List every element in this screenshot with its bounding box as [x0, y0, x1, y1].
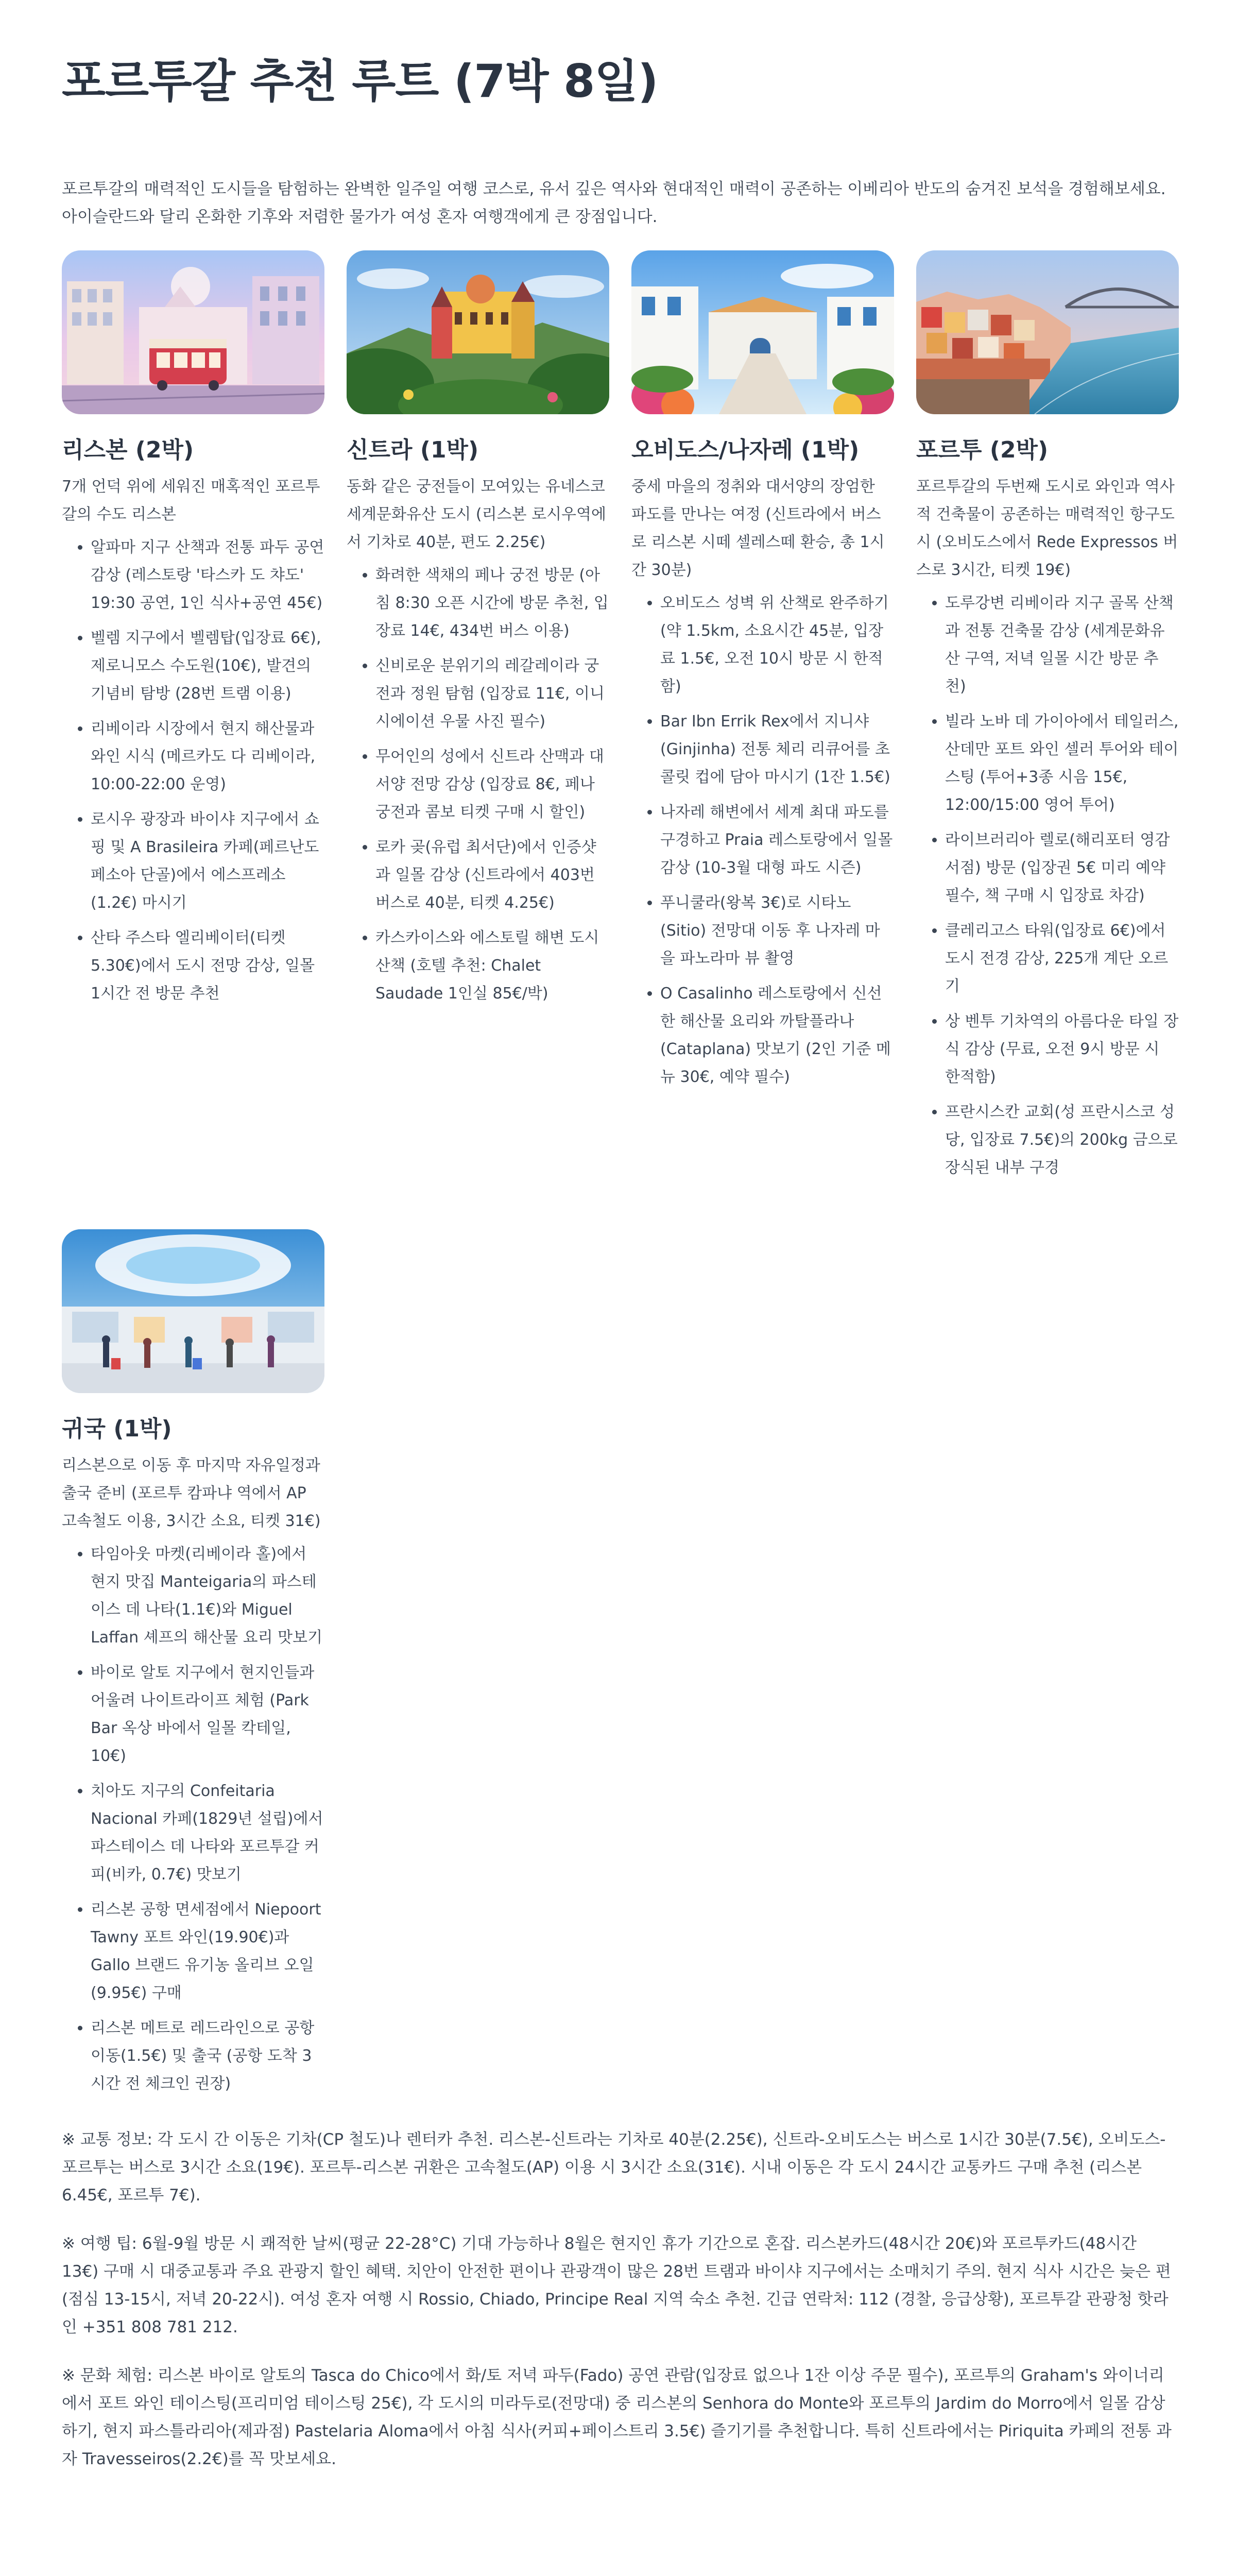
list-item: • 로카 곶(유럽 최서단)에서 인증샷과 일몰 감상 (신트라에서 403번 버스로 40분, 티켓 4.25€) [375, 834, 609, 917]
porto-image [916, 250, 1179, 414]
list-item: • 도루강변 리베이라 지구 골목 산책과 전통 건축물 감상 (세계문화유산 구역, 저녁 일몰 시간 방문 추천) [945, 589, 1179, 701]
travel-tips-note: ※ 여행 팁: 6월-9월 방문 시 쾌적한 날씨(평균 22-28°C) 기대 가능하나 8월은 현지인 휴가 기간으로 혼잡. 리스본카드(48시간 20€)와 포르투카드(48시간 13€) 구매 시 대중교통과 주요 관광지 할인 혜택. 치안이 안전한 편이나 관광객이 많은 28번 트램과 바이샤 지구에서는 소매치기 주의. 현지 식사 시간은 늦은 편(점심 13-15시, 저녁 20-22시). 여성 혼자 여행 시 Rossio, Chiado, Principe Real 지역 숙소 추천. 긴급 연락처: 112 (경찰, 응급상황), 포르투갈 관광청 핫라인 +351 808 781 212. [62, 2234, 1171, 2336]
list-item: • 치아도 지구의 Confeitaria Nacional 카페(1829년 설립)에서 파스테이스 데 나타와 포르투갈 커피(비카, 0.7€) 맛보기 [91, 1777, 324, 1889]
list-item: • 카스카이스와 에스토릴 해변 도시 산책 (호텔 추천: Chalet Saudade 1인실 85€/박) [375, 924, 609, 1008]
card-activity-list [916, 589, 1179, 1182]
route-grid [62, 250, 1179, 2105]
list-item: • 라이브러리아 렐로(해리포터 영감 서점) 방문 (입장권 5€ 미리 예약 필수, 책 구매 시 입장료 차감) [945, 826, 1179, 910]
card-description: 7개 언덕 위에 세워진 매혹적인 포르투갈의 수도 리스본 [62, 478, 320, 523]
route-card-lisbon [62, 250, 324, 1015]
lisbon-image [62, 250, 324, 414]
list-item: • 타임아웃 마켓(리베이라 홀)에서 현지 맛집 Manteigaria의 파스테이스 데 나타(1.1€)와 Miguel Laffan 셰프의 해산물 요리 맛보기 [91, 1540, 324, 1652]
list-item: • 벨렘 지구에서 벨렘탑(입장료 6€), 제로니모스 수도원(10€), 발견의 기념비 탐방 (28번 트램 이용) [91, 624, 324, 708]
intro-paragraph: 포르투갈의 매력적인 도시들을 탐험하는 완벽한 일주일 여행 코스로, 유서 깊은 역사와 현대적인 매력이 공존하는 이베리아 반도의 숨겨진 보석을 경험해보세요. 아이슬란드와 달리 온화한 기후와 저렴한 물가가 여성 혼자 여행객에게 큰 장점입니다. [62, 180, 1166, 226]
card-description: 동화 같은 궁전들이 모여있는 유네스코 세계문화유산 도시 (리스본 로시우역에서 기차로 40분, 편도 2.25€) [347, 478, 606, 551]
obidos-image [631, 250, 894, 414]
card-description: 포르투갈의 두번째 도시로 와인과 역사적 건축물이 공존하는 매력적인 항구도시 (오비도스에서 Rede Expressos 버스로 3시간, 티켓 19€) [916, 478, 1178, 579]
list-item: • 화려한 색채의 페나 궁전 방문 (아침 8:30 오픈 시간에 방문 추천, 입장료 14€, 434번 버스 이용) [375, 562, 609, 645]
list-item: • 프란시스칸 교회(성 프란시스코 성당, 입장료 7.5€)의 200kg 금으로 장식된 내부 구경 [945, 1098, 1179, 1182]
card-description: 리스본으로 이동 후 마지막 자유일정과 출국 준비 (포르투 캄파냐 역에서 AP 고속철도 이용, 3시간 소요, 티켓 31€) [62, 1456, 321, 1530]
list-item: • O Casalinho 레스토랑에서 신선한 해산물 요리와 까탈플라나(Cataplana) 맛보기 (2인 기준 메뉴 30€, 예약 필수) [660, 980, 894, 1091]
list-item: • 리베이라 시장에서 현지 해산물과 와인 시식 (메르카도 다 리베이라, 10:00-22:00 운영) [91, 715, 324, 799]
sintra-image [347, 250, 609, 414]
list-item: • 클레리고스 타워(입장료 6€)에서 도시 전경 감상, 225개 계단 오르기 [945, 917, 1179, 1001]
list-item: • 로시우 광장과 바이샤 지구에서 쇼핑 및 A Brasileira 카페(페르난도 페소아 단골)에서 에스프레소(1.2€) 마시기 [91, 806, 324, 917]
page-title: 포르투갈 추천 루트 (7박 8일) [62, 55, 658, 108]
route-card-porto [916, 250, 1179, 1189]
list-item: • 나자레 해변에서 세계 최대 파도를 구경하고 Praia 레스토랑에서 일몰 감상 (10-3월 대형 파도 시즌) [660, 799, 894, 882]
list-item: • 알파마 지구 산책과 전통 파두 공연 감상 (레스토랑 '타스카 도 챠도' 19:30 공연, 1인 식사+공연 45€) [91, 534, 324, 617]
list-item: • 리스본 공항 면세점에서 Niepoort Tawny 포트 와인(19.90€)과 Gallo 브랜드 유기농 올리브 오일(9.95€) 구매 [91, 1896, 324, 2007]
list-item: • 오비도스 성벽 위 산책로 완주하기 (약 1.5km, 소요시간 45분, 입장료 1.5€, 오전 10시 방문 시 한적함) [660, 589, 894, 701]
card-activity-list [62, 534, 324, 1008]
card-title: 신트라 (1박) [347, 437, 479, 463]
card-activity-list [631, 589, 894, 1091]
card-description: 중세 마을의 정취와 대서양의 장엄한 파도를 만나는 여정 (신트라에서 버스로 리스본 시떼 셀레스떼 환승, 총 1시간 30분) [631, 478, 885, 579]
card-title: 오비도스/나자레 (1박) [631, 437, 860, 463]
list-item: • 리스본 메트로 레드라인으로 공항 이동(1.5€) 및 출국 (공항 도착 3시간 전 체크인 권장) [91, 2014, 324, 2098]
list-item: • 산타 주스타 엘리베이터(티켓 5.30€)에서 도시 전망 감상, 일몰 1시간 전 방문 추천 [91, 924, 324, 1008]
airport-image [62, 1229, 324, 1393]
transport-note: ※ 교통 정보: 각 도시 간 이동은 기차(CP 철도)나 렌터카 추천. 리스본-신트라는 기차로 40분(2.25€), 신트라-오비도스는 버스로 1시간 30분(7.5€), 오비도스-포르투는 버스로 3시간 소요(19€). 포르투-리스본 귀환은 고속철도(AP) 이용 시 3시간 소요(31€). 시내 이동은 각 도시 24시간 교통카드 구매 추천 (리스본 6.45€, 포르투 7€). [62, 2130, 1166, 2205]
card-activity-list [62, 1540, 324, 2098]
route-card-return [62, 1229, 324, 2105]
list-item: • 무어인의 성에서 신트라 산맥과 대서양 전망 감상 (입장료 8€, 페나 궁전과 콤보 티켓 구매 시 할인) [375, 743, 609, 826]
notes-section [62, 2126, 1174, 2473]
card-activity-list [347, 562, 609, 1008]
list-item: • 빌라 노바 데 가이아에서 테일러스, 산데만 포트 와인 셀러 투어와 테이스팅 (투어+3종 시음 15€, 12:00/15:00 영어 투어) [945, 708, 1179, 819]
route-card-sintra [347, 250, 609, 1015]
card-title: 리스본 (2박) [62, 437, 194, 463]
list-item: • 상 벤투 기차역의 아름다운 타일 장식 감상 (무료, 오전 9시 방문 시 한적함) [945, 1008, 1179, 1091]
list-item: • 바이로 알토 지구에서 현지인들과 어울려 나이트라이프 체험 (Park Bar 옥상 바에서 일몰 칵테일, 10€) [91, 1659, 324, 1770]
list-item: • Bar Ibn Errik Rex에서 지니샤(Ginjinha) 전통 체리 리큐어를 초콜릿 컵에 담아 마시기 (1잔 1.5€) [660, 708, 894, 791]
route-card-obidos-nazare [631, 250, 894, 1098]
card-title: 귀국 (1박) [62, 1416, 172, 1442]
card-title: 포르투 (2박) [916, 437, 1049, 463]
list-item: • 푸니쿨라(왕복 3€)로 시타노(Sitio) 전망대 이동 후 나자레 마을 파노라마 뷰 촬영 [660, 889, 894, 973]
culture-note: ※ 문화 체험: 리스본 바이로 알토의 Tasca do Chico에서 화/토 저녁 파두(Fado) 공연 관람(입장료 없으나 1잔 이상 주문 필수), 포르투의 Graham's 와이너리에서 포트 와인 테이스팅(프리미엄 테이스팅 25€), 각 도시의 미라두로(전망대) 중 리스본의 Senhora do Monte와 포르투의 Jardim do Morro에서 일몰 감상하기, 현지 파스틀라리아(제과점) Pastelaria Aloma에서 아침 식사(커피+페이스트리 3.5€) 즐기기를 추천합니다. 특히 신트라에서는 Piriquita 카페의 전통 과자 Travesseiros(2.2€)를 꼭 맛보세요. [62, 2366, 1172, 2468]
list-item: • 신비로운 분위기의 레갈레이라 궁전과 정원 탐험 (입장료 11€, 이니시에이션 우물 사진 필수) [375, 652, 609, 736]
